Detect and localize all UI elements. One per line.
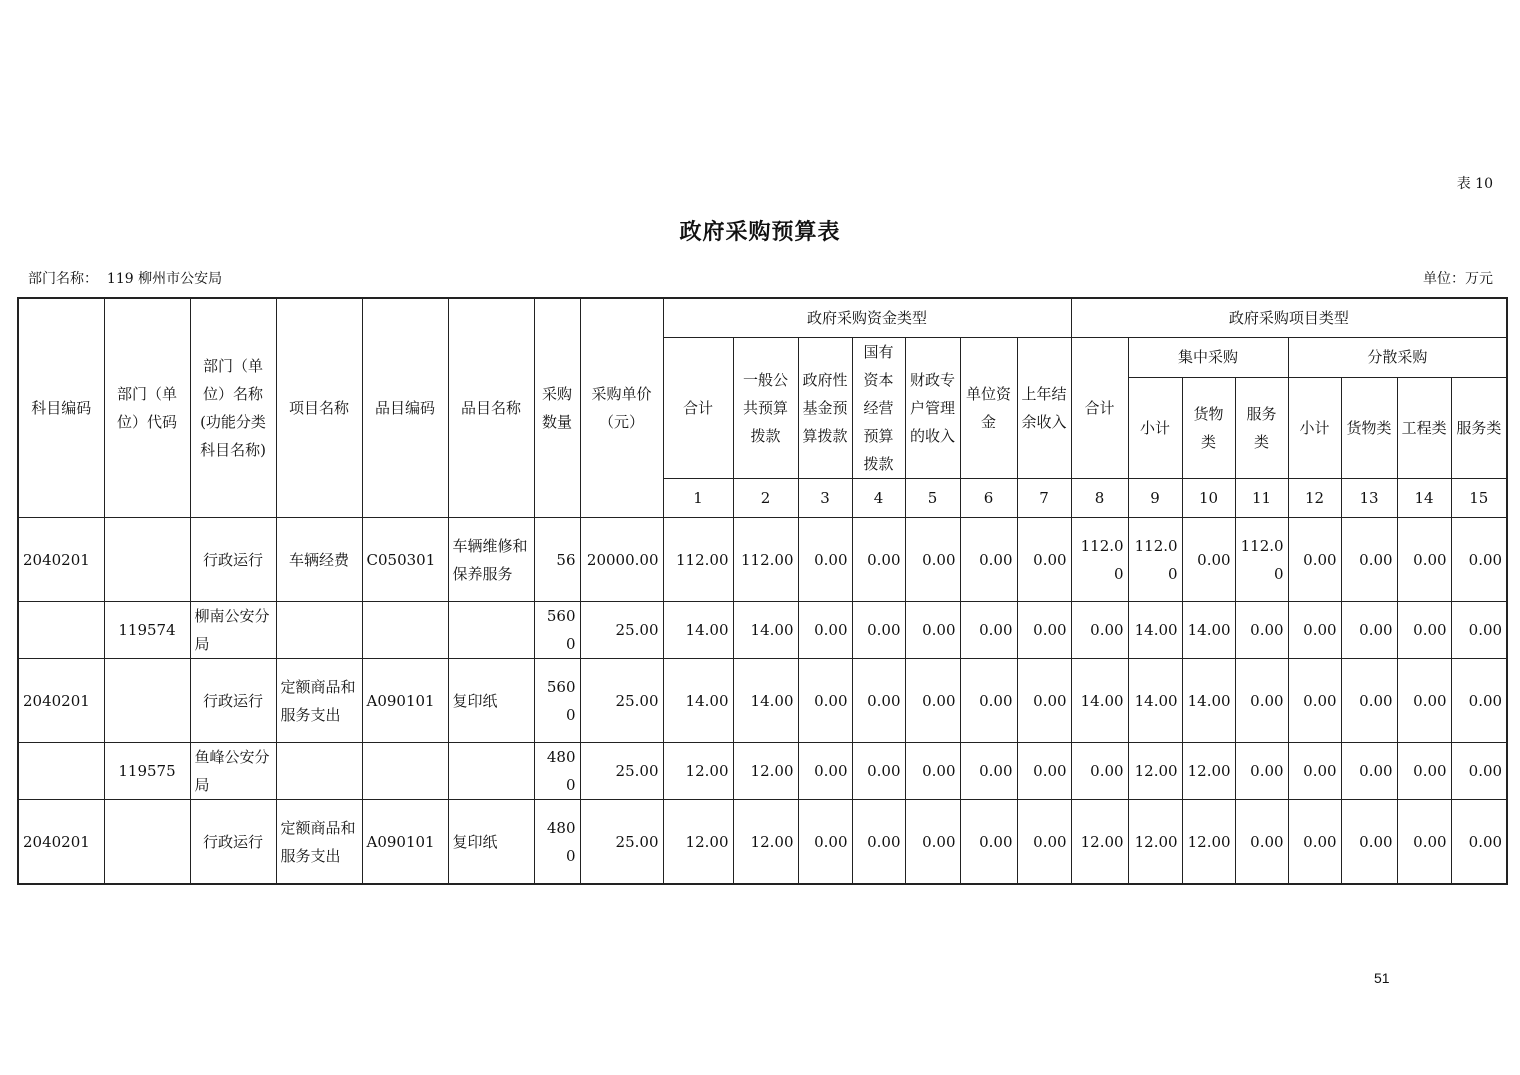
cell-value: 0.00 (1182, 518, 1235, 602)
cell-value: 0.00 (852, 800, 905, 885)
cell-unit-price: 25.00 (580, 602, 663, 659)
header-dispersed-subtotal: 小计 (1288, 377, 1341, 478)
cell-value: 0.00 (798, 743, 852, 800)
cell-dept-func: 柳南公安分局 (190, 602, 276, 659)
header-central-service: 服务类 (1235, 377, 1288, 478)
page-title: 政府采购预算表 (679, 219, 841, 245)
cell-value: 0.00 (1397, 602, 1451, 659)
cell-item-name: 复印纸 (448, 800, 534, 885)
header-fund-total: 合计 (663, 338, 733, 479)
col-number: 11 (1235, 479, 1288, 518)
cell-value: 112.00 (733, 518, 798, 602)
header-proj-total: 合计 (1071, 338, 1128, 479)
cell-qty: 4800 (534, 743, 580, 800)
cell-value: 0.00 (1397, 743, 1451, 800)
cell-value: 0.00 (852, 743, 905, 800)
cell-value: 14.00 (1071, 659, 1128, 743)
cell-value: 0.00 (1017, 518, 1071, 602)
cell-subject-code: 2040201 (18, 518, 104, 602)
cell-value: 0.00 (905, 518, 960, 602)
cell-value: 0.00 (1288, 602, 1341, 659)
cell-value: 0.00 (905, 743, 960, 800)
cell-value: 12.00 (663, 800, 733, 885)
header-central-goods: 货物类 (1182, 377, 1235, 478)
header-dispersed-goods: 货物类 (1341, 377, 1397, 478)
header-project-name: 项目名称 (276, 298, 362, 518)
cell-value: 0.00 (1397, 518, 1451, 602)
cell-dept-code: 119574 (104, 602, 190, 659)
cell-item-code (362, 743, 448, 800)
cell-value: 14.00 (663, 659, 733, 743)
cell-value: 0.00 (1451, 659, 1507, 743)
header-fund-special: 财政专户管理的收入 (905, 338, 960, 479)
header-dept-code: 部门（单位）代码 (104, 298, 190, 518)
cell-value: 0.00 (1017, 602, 1071, 659)
col-number: 5 (905, 479, 960, 518)
cell-project-name (276, 743, 362, 800)
table-row (18, 602, 1507, 659)
cell-unit-price: 25.00 (580, 743, 663, 800)
cell-unit-price: 25.00 (580, 800, 663, 885)
header-fund-general: 一般公共预算拨款 (733, 338, 798, 479)
cell-value: 0.00 (1341, 518, 1397, 602)
table-row (18, 743, 1507, 800)
header-item-name: 品目名称 (448, 298, 534, 518)
cell-value: 0.00 (1451, 800, 1507, 885)
cell-dept-code (104, 800, 190, 885)
cell-value: 14.00 (733, 659, 798, 743)
cell-unit-price: 20000.00 (580, 518, 663, 602)
header-item-code: 品目编码 (362, 298, 448, 518)
header-central-procurement: 集中采购 (1128, 338, 1288, 378)
cell-dept-func: 行政运行 (190, 518, 276, 602)
cell-value: 0.00 (1017, 743, 1071, 800)
cell-value: 0.00 (1288, 659, 1341, 743)
cell-project-name: 定额商品和服务支出 (276, 800, 362, 885)
cell-value: 0.00 (798, 659, 852, 743)
cell-value: 14.00 (1128, 659, 1182, 743)
col-number: 1 (663, 479, 733, 518)
header-subject-code: 科目编码 (18, 298, 104, 518)
cell-value: 0.00 (1235, 602, 1288, 659)
cell-value: 14.00 (663, 602, 733, 659)
header-dispersed-engineering: 工程类 (1397, 377, 1451, 478)
cell-subject-code: 2040201 (18, 800, 104, 885)
cell-item-name (448, 602, 534, 659)
cell-dept-func: 鱼峰公安分局 (190, 743, 276, 800)
cell-value: 0.00 (798, 800, 852, 885)
col-number: 7 (1017, 479, 1071, 518)
cell-value: 12.00 (1071, 800, 1128, 885)
header-dispersed-procurement: 分散采购 (1288, 338, 1507, 378)
cell-value: 0.00 (960, 518, 1017, 602)
cell-item-code: C050301 (362, 518, 448, 602)
cell-subject-code: 2040201 (18, 659, 104, 743)
cell-value: 112.00 (663, 518, 733, 602)
table-row (18, 800, 1507, 885)
cell-subject-code (18, 743, 104, 800)
col-number: 12 (1288, 479, 1341, 518)
cell-value: 0.00 (1451, 743, 1507, 800)
cell-value: 0.00 (852, 659, 905, 743)
cell-value: 12.00 (1182, 743, 1235, 800)
col-number: 15 (1451, 479, 1507, 518)
cell-value: 0.00 (1235, 659, 1288, 743)
header-fund-unit: 单位资金 (960, 338, 1017, 479)
cell-value: 0.00 (1288, 743, 1341, 800)
cell-value: 112.00 (1128, 518, 1182, 602)
cell-dept-code (104, 659, 190, 743)
cell-unit-price: 25.00 (580, 659, 663, 743)
cell-item-name: 车辆维修和保养服务 (448, 518, 534, 602)
col-number: 6 (960, 479, 1017, 518)
header-qty: 采购数量 (534, 298, 580, 518)
cell-value: 0.00 (1397, 659, 1451, 743)
department-line (28, 268, 222, 288)
unit-label: 单位：万元 (1423, 271, 1493, 287)
cell-value: 0.00 (1071, 743, 1128, 800)
header-project-type: 政府采购项目类型 (1071, 298, 1507, 338)
col-number: 4 (852, 479, 905, 518)
cell-value: 0.00 (1341, 743, 1397, 800)
cell-value: 0.00 (798, 518, 852, 602)
cell-value: 0.00 (1288, 800, 1341, 885)
department-name: 119 柳州市公安局 (106, 271, 223, 287)
cell-qty: 4800 (534, 800, 580, 885)
cell-item-name: 复印纸 (448, 659, 534, 743)
col-number: 8 (1071, 479, 1128, 518)
cell-value: 12.00 (1182, 800, 1235, 885)
cell-dept-code (104, 518, 190, 602)
cell-subject-code (18, 602, 104, 659)
cell-value: 0.00 (1397, 800, 1451, 885)
cell-item-code (362, 602, 448, 659)
cell-value: 0.00 (1235, 800, 1288, 885)
cell-value: 0.00 (852, 518, 905, 602)
col-number: 3 (798, 479, 852, 518)
cell-value: 0.00 (960, 602, 1017, 659)
header-fund-type: 政府采购资金类型 (663, 298, 1071, 338)
table-row (18, 659, 1507, 743)
cell-dept-func: 行政运行 (190, 800, 276, 885)
cell-value: 0.00 (1341, 800, 1397, 885)
cell-project-name (276, 602, 362, 659)
table-number: 表 10 (1456, 176, 1493, 192)
cell-qty: 5600 (534, 659, 580, 743)
header-fund-gov-fund: 政府性基金预算拨款 (798, 338, 852, 479)
cell-value: 12.00 (733, 800, 798, 885)
cell-value: 14.00 (1182, 659, 1235, 743)
col-number: 10 (1182, 479, 1235, 518)
cell-value: 112.00 (1071, 518, 1128, 602)
table-row (18, 518, 1507, 602)
cell-value: 0.00 (1071, 602, 1128, 659)
cell-value: 0.00 (905, 602, 960, 659)
cell-value: 0.00 (1235, 743, 1288, 800)
cell-project-name: 车辆经费 (276, 518, 362, 602)
cell-value: 0.00 (905, 800, 960, 885)
cell-dept-code: 119575 (104, 743, 190, 800)
cell-value: 0.00 (1451, 518, 1507, 602)
col-number: 14 (1397, 479, 1451, 518)
cell-value: 14.00 (1182, 602, 1235, 659)
cell-value: 0.00 (905, 659, 960, 743)
cell-value: 0.00 (960, 800, 1017, 885)
cell-value: 14.00 (1128, 602, 1182, 659)
cell-value: 12.00 (1128, 743, 1182, 800)
cell-value: 0.00 (1288, 518, 1341, 602)
header-dispersed-service: 服务类 (1451, 377, 1507, 478)
col-number: 2 (733, 479, 798, 518)
cell-value: 0.00 (852, 602, 905, 659)
page-number: 51 (1374, 970, 1390, 986)
col-number: 13 (1341, 479, 1397, 518)
cell-value: 0.00 (1341, 659, 1397, 743)
cell-value: 0.00 (798, 602, 852, 659)
cell-value: 0.00 (1341, 602, 1397, 659)
cell-value: 0.00 (960, 743, 1017, 800)
header-fund-carryover: 上年结余收入 (1017, 338, 1071, 479)
header-unit-price: 采购单价（元） (580, 298, 663, 518)
cell-value: 12.00 (1128, 800, 1182, 885)
cell-value: 0.00 (960, 659, 1017, 743)
cell-value: 12.00 (663, 743, 733, 800)
cell-item-name (448, 743, 534, 800)
cell-value: 0.00 (1017, 800, 1071, 885)
cell-item-code: A090101 (362, 800, 448, 885)
header-fund-state-capital: 国有资本经营预算拨款 (852, 338, 905, 479)
cell-dept-func: 行政运行 (190, 659, 276, 743)
cell-value: 12.00 (733, 743, 798, 800)
header-dept-func: 部门（单位）名称(功能分类科目名称) (190, 298, 276, 518)
cell-qty: 56 (534, 518, 580, 602)
procurement-budget-table (17, 297, 1508, 885)
header-central-subtotal: 小计 (1128, 377, 1182, 478)
cell-value: 0.00 (1017, 659, 1071, 743)
cell-qty: 5600 (534, 602, 580, 659)
cell-value: 112.00 (1235, 518, 1288, 602)
cell-value: 14.00 (733, 602, 798, 659)
cell-project-name: 定额商品和服务支出 (276, 659, 362, 743)
col-number: 9 (1128, 479, 1182, 518)
department-label: 部门名称： (28, 271, 98, 287)
cell-value: 0.00 (1451, 602, 1507, 659)
cell-item-code: A090101 (362, 659, 448, 743)
